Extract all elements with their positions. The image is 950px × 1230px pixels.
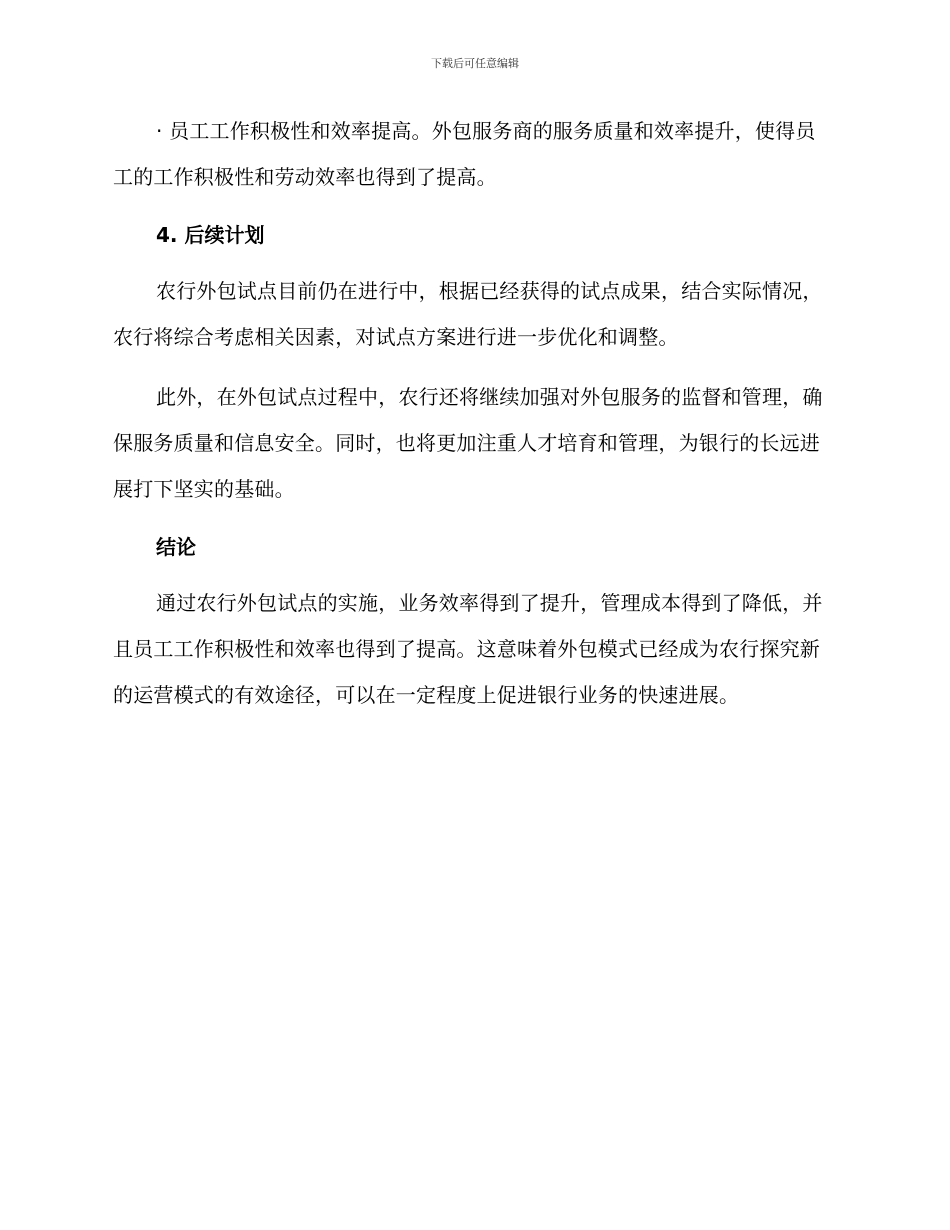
paragraph-follow-up-1: 农行外包试点目前仍在进行中，根据已经获得的试点成果，结合实际情况，农行将综合考虑相关因素，对试点方案进行进一步优化和调整。 <box>113 279 823 349</box>
section-heading-conclusion: 结论 <box>156 535 196 559</box>
paragraph-conclusion: 通过农行外包试点的实施，业务效率得到了提升，管理成本得到了降低，并且员工工作积极性和效率也得到了提高。这意味着外包模式已经成为农行探究新的运营模式的有效途径，可以在一定程度上促进银行业务的快速进展。 <box>113 591 823 707</box>
paragraph-follow-up-2: 此外，在外包试点过程中，农行还将继续加强对外包服务的监督和管理，确保服务质量和信息安全。同时，也将更加注重人才培育和管理，为银行的长远进展打下坚实的基础。 <box>113 385 823 501</box>
section-heading-follow-up-plan: 4. 后续计划 <box>156 223 265 247</box>
bullet-paragraph: · 员工工作积极性和效率提高。外包服务商的服务质量和效率提升，使得员工的工作积极性和劳动效率也得到了提高。 <box>113 119 816 189</box>
page-header: 下载后可任意编辑 <box>431 57 519 70</box>
document-body <box>113 108 833 732</box>
